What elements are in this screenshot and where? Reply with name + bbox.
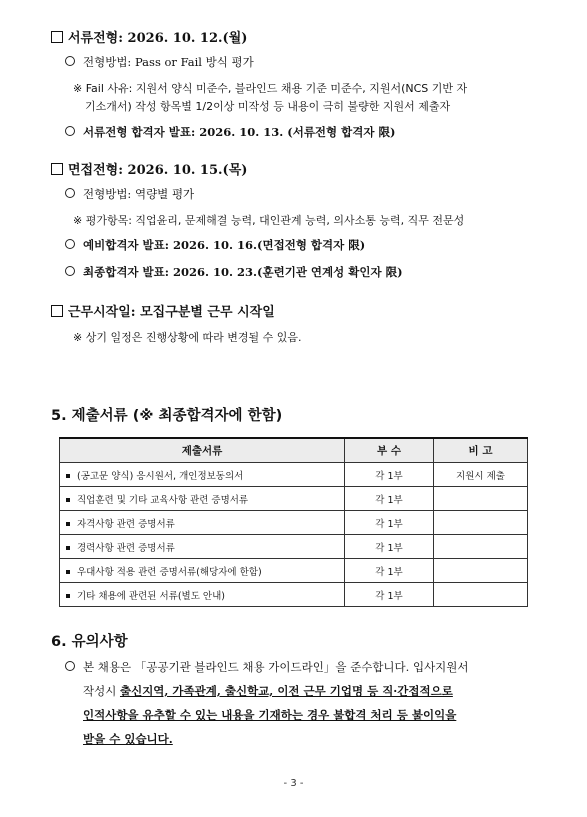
square-bullet-icon — [66, 522, 70, 526]
notice-text-1: 본 채용은 「공공기관 블라인드 채용 가이드라인」을 준수합니다. 입사지원서 — [83, 660, 469, 674]
interview-heading — [51, 159, 247, 178]
notice-line-2 — [83, 683, 453, 699]
table-row — [60, 583, 528, 607]
header-doc: 제출서류 — [60, 438, 345, 463]
note-cell — [434, 535, 528, 559]
count-cell: 각 1부 — [345, 511, 434, 535]
circle-bullet-icon — [65, 239, 75, 249]
doc-screen-heading — [51, 27, 247, 46]
doc-cell — [60, 463, 345, 487]
schedule-note: ※ 상기 일정은 진행상황에 따라 변경될 수 있음. — [73, 331, 302, 344]
count-cell: 각 1부 — [345, 559, 434, 583]
doc-method-text: 전형방법: Pass or Fail 방식 평가 — [83, 55, 254, 69]
doc-fail-note-1: ※ Fail 사유: 지원서 양식 미준수, 블라인드 채용 기준 미준수, 지원서(NCS 기반 자 — [73, 82, 468, 95]
interview-method-line — [65, 186, 194, 202]
work-start-title: 근무시작일: 모집구분별 근무 시작일 — [68, 305, 275, 320]
prelim-result-text: 예비합격자 발표: 2026. 10. 16.(면접전형 합격자 限) — [83, 238, 366, 252]
doc-name: 직업훈련 및 기타 교육사항 관련 증명서류 — [77, 494, 249, 506]
interview-title: 면접전형: 2026. 10. 15.(목) — [68, 163, 248, 178]
doc-name: 우대사항 적용 관련 증명서류(해당자에 한함) — [77, 566, 262, 578]
final-result-line — [65, 264, 403, 280]
notice-line-3 — [83, 707, 456, 723]
work-start-heading — [51, 301, 275, 320]
note-cell — [434, 559, 528, 583]
header-note: 비 고 — [434, 438, 528, 463]
note-cell: 지원시 제출 — [434, 463, 528, 487]
doc-name: 기타 채용에 관련된 서류(별도 안내) — [77, 590, 225, 602]
circle-bullet-icon — [65, 126, 75, 136]
circle-bullet-icon — [65, 188, 75, 198]
table-header-row — [60, 438, 528, 463]
page-number: - 3 - — [283, 778, 304, 789]
final-result-text: 최종합격자 발표: 2026. 10. 23.(훈련기관 연계성 확인자 限) — [83, 265, 403, 279]
doc-cell — [60, 535, 345, 559]
notice-line-4 — [83, 731, 173, 747]
doc-name: (공고문 양식) 응시원서, 개인정보동의서 — [77, 470, 244, 482]
notice-text-2-underlined: 출신지역, 가족관계, 출신학교, 이전 근무 기업명 등 직·간접적으로 — [119, 684, 453, 698]
square-bullet-icon — [66, 474, 70, 478]
table-row — [60, 535, 528, 559]
checkbox-square-icon — [51, 163, 63, 175]
notice-line-1 — [65, 659, 469, 675]
header-count: 부 수 — [345, 438, 434, 463]
note-cell — [434, 511, 528, 535]
circle-bullet-icon — [65, 266, 75, 276]
prelim-result-line — [65, 237, 365, 253]
notice-text-2-plain: 작성시 — [83, 684, 120, 698]
doc-cell — [60, 511, 345, 535]
note-cell — [434, 583, 528, 607]
square-bullet-icon — [66, 570, 70, 574]
doc-method-line — [65, 54, 254, 70]
note-cell — [434, 487, 528, 511]
notice-text-3-underlined: 인적사항을 유추할 수 있는 내용을 기재하는 경우 불합격 처리 등 불이익을 — [83, 708, 457, 722]
checkbox-square-icon — [51, 31, 63, 43]
square-bullet-icon — [66, 546, 70, 550]
section6-title: 6. 유의사항 — [51, 634, 128, 650]
circle-bullet-icon — [65, 661, 75, 671]
interview-items-note: ※ 평가항목: 직업윤리, 문제해결 능력, 대인관계 능력, 의사소통 능력, 직무 전문성 — [73, 214, 465, 227]
count-cell: 각 1부 — [345, 583, 434, 607]
square-bullet-icon — [66, 498, 70, 502]
table-row — [60, 463, 528, 487]
documents-table — [59, 437, 528, 607]
doc-name: 경력사항 관련 증명서류 — [77, 542, 175, 554]
table-row — [60, 559, 528, 583]
count-cell: 각 1부 — [345, 535, 434, 559]
count-cell: 각 1부 — [345, 487, 434, 511]
doc-name: 자격사항 관련 증명서류 — [77, 518, 175, 530]
doc-cell — [60, 559, 345, 583]
doc-result-line — [65, 124, 395, 140]
doc-result-text: 서류전형 합격자 발표: 2026. 10. 13. (서류전형 합격자 限) — [83, 125, 396, 139]
doc-cell — [60, 487, 345, 511]
doc-cell — [60, 583, 345, 607]
table-row — [60, 511, 528, 535]
circle-bullet-icon — [65, 56, 75, 66]
table-row — [60, 487, 528, 511]
checkbox-square-icon — [51, 305, 63, 317]
section5-title: 5. 제출서류 (※ 최종합격자에 한함) — [51, 408, 283, 424]
square-bullet-icon — [66, 594, 70, 598]
doc-fail-note-2: 기소개서) 작성 항목별 1/2이상 미작성 등 내용이 극히 불량한 지원서 제출자 — [85, 100, 451, 113]
doc-screen-title: 서류전형: 2026. 10. 12.(월) — [68, 31, 248, 46]
notice-text-4-underlined: 받을 수 있습니다. — [83, 732, 173, 746]
count-cell: 각 1부 — [345, 463, 434, 487]
interview-method-text: 전형방법: 역량별 평가 — [83, 187, 195, 201]
